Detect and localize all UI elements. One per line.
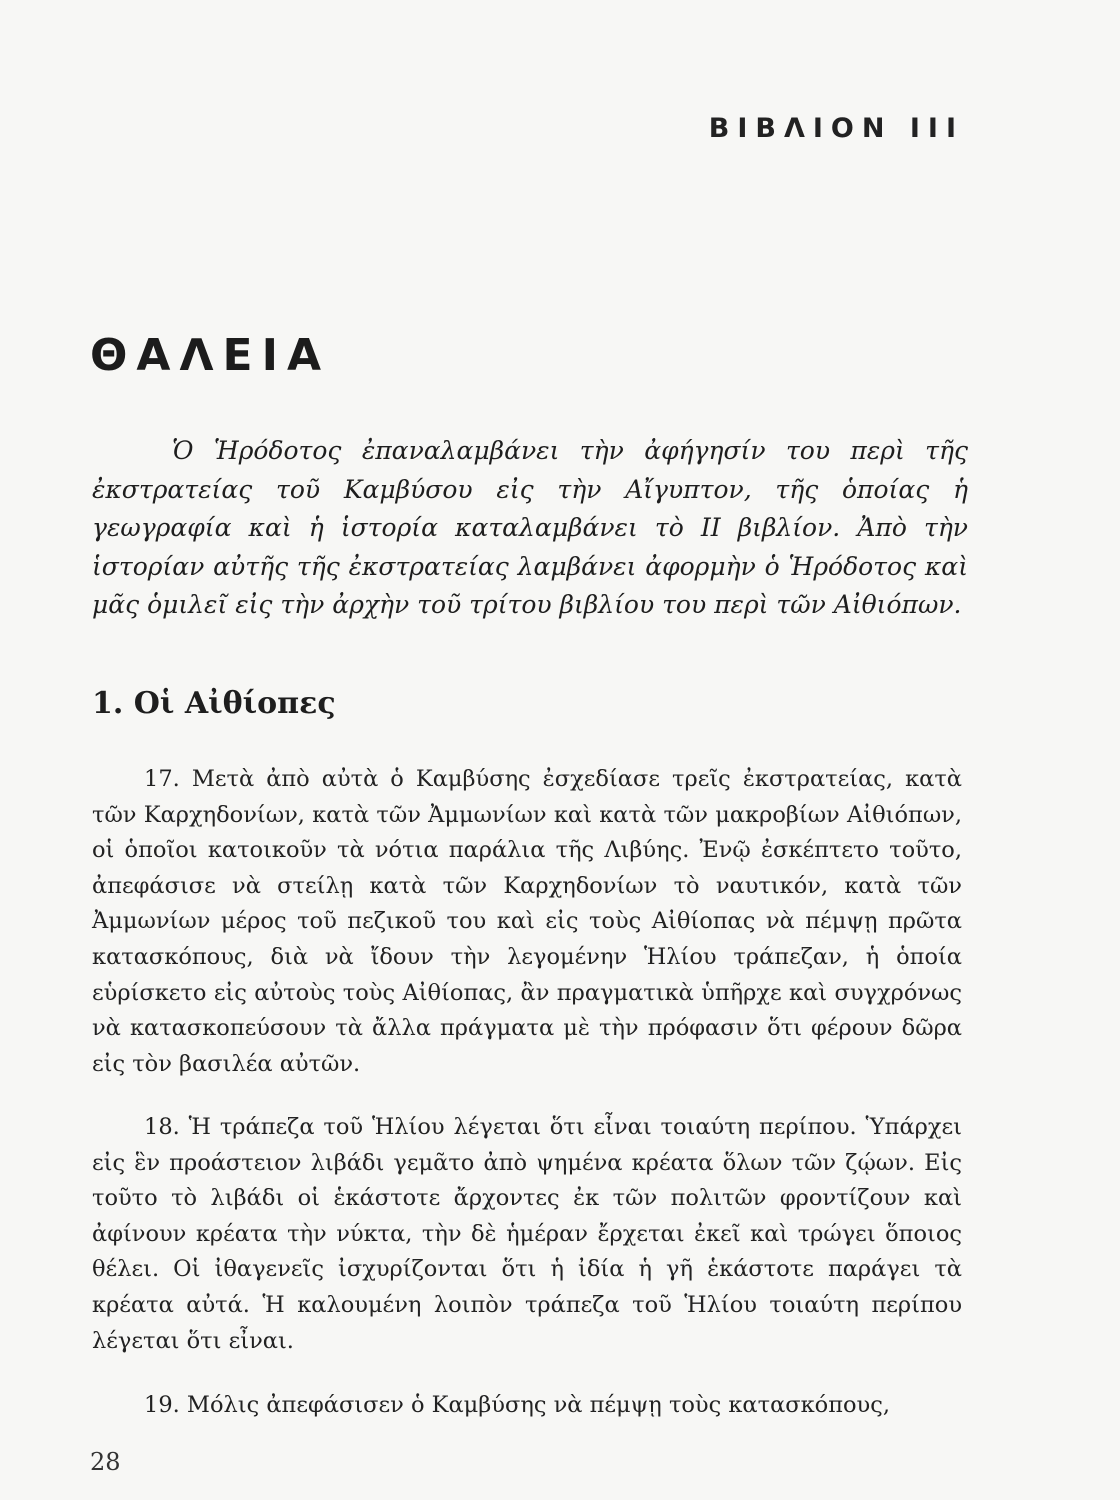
- paragraph-19: 19. Μόλις ἀπεφάσισεν ὁ Καμβύσης νὰ πέμψῃ τοὺς κατασκόπους,: [144, 1392, 890, 1418]
- book-title: ΘΑΛΕΙΑ: [90, 330, 330, 381]
- intro-summary: Ὁ Ἡρόδοτος ἐπαναλαμβάνει τὴν ἀφήγησίν του περὶ τῆς ἐκστρατείας τοῦ Καμβύσου εἰς τὴν Αἴγυπτον, τῆς ὁποίας ἡ γεωγραφία καὶ ἡ ἱστορία καταλαμβάνει τὸ ΙΙ βιβλίον. Ἀπὸ τὴν ἱστορίαν αὐτῆς τῆς ἐκστρατείας λαμβάνει ἀφορμὴν ὁ Ἡρόδοτος καὶ μᾶς ὁμιλεῖ εἰς τὴν ἀρχὴν τοῦ τρίτου βιβλίου του περὶ τῶν Αἰθιόπων.: [92, 436, 968, 619]
- paragraph-18: 18. Ἡ τράπεζα τοῦ Ἡλίου λέγεται ὅτι εἶναι τοιαύτη περίπου. Ὑπάρχει εἰς ἓν προάστειον λιβάδι γεμᾶτο ἀπὸ ψημένα κρέατα ὅλων τῶν ζῴων. Εἰς τοῦτο τὸ λιβάδι οἱ ἑκάστοτε ἄρχοντες ἐκ τῶν πολιτῶν φροντίζουν καὶ ἀφίνουν κρέατα τὴν νύκτα, τὴν δὲ ἡμέραν ἔρχεται ἐκεῖ καὶ τρώγει ὅποιος θέλει. Οἱ ἰθαγενεῖς ἰσχυρίζονται ὅτι ἡ ἰδία ἡ γῆ ἑκάστοτε παράγει τὰ κρέατα αὐτά. Ἡ καλουμένη λοιπὸν τράπεζα τοῦ Ἡλίου τοιαύτη περίπου λέγεται ὅτι εἶναι.: [92, 1114, 962, 1354]
- page-number: 28: [90, 1448, 121, 1476]
- paragraph-17: 17. Μετὰ ἀπὸ αὐτὰ ὁ Καμβύσης ἐσχεδίασε τρεῖς ἐκστρατείας, κατὰ τῶν Καρχηδονίων, κατὰ τῶν Ἀμμωνίων καὶ κατὰ τῶν μακροβίων Αἰθιόπων, οἱ ὁποῖοι κατοικοῦν τὰ νότια παράλια τῆς Λιβύης. Ἐνῷ ἐσκέπτετο τοῦτο, ἀπεφάσισε νὰ στείλῃ κατὰ τῶν Καρχηδονίων τὸ ναυτικόν, κατὰ τῶν Ἀμμωνίων μέρος τοῦ πεζικοῦ του καὶ εἰς τοὺς Αἰθίοπας νὰ πέμψῃ πρῶτα κατασκόπους, διὰ νὰ ἴδουν τὴν λεγομένην Ἡλίου τράπεζαν, ἡ ὁποία εὑρίσκετο εἰς αὐτοὺς τοὺς Αἰθίοπας, ἂν πραγματικὰ ὑπῆρχε καὶ συγχρόνως νὰ κατασκοπεύσουν τὰ ἄλλα πράγματα μὲ τὴν πρόφασιν ὅτι φέρουν δῶρα εἰς τὸν βασιλέα αὐτῶν.: [92, 766, 962, 1077]
- section-heading: 1. Οἱ Αἰθίοπες: [92, 686, 336, 721]
- running-head: ΒΙΒΛΙΟΝ ΙΙΙ: [708, 113, 964, 144]
